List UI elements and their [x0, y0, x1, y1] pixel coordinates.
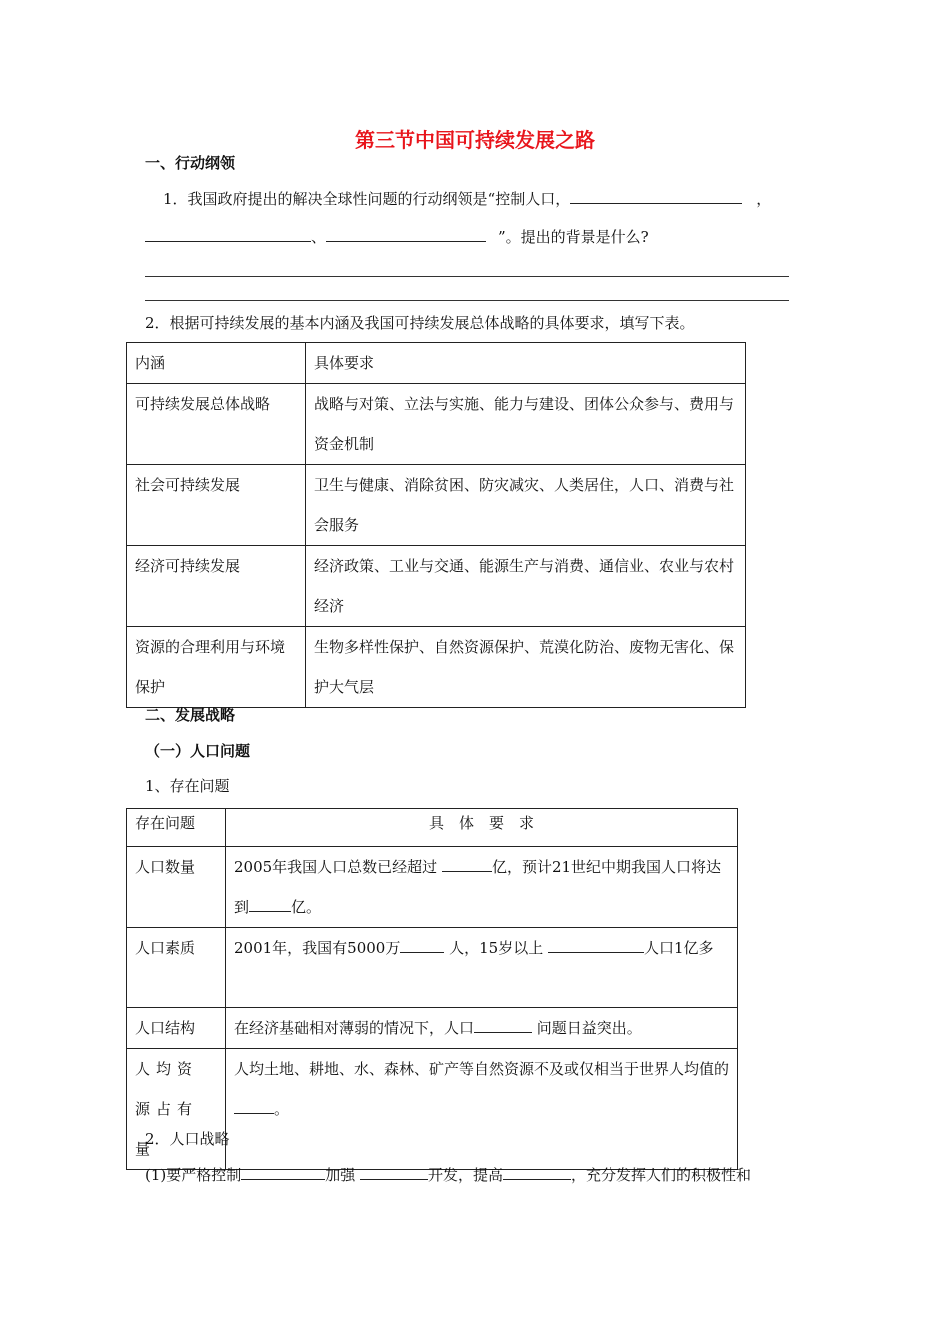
table-row — [127, 1008, 738, 1049]
table-row — [127, 384, 746, 465]
subsection-heading: （一）人口问题 — [145, 742, 251, 760]
table-cell-requirement — [226, 1008, 738, 1049]
table-row — [127, 627, 746, 708]
table-cell-connotation: 资源的合理利用与环境保护 — [127, 627, 306, 708]
population-problem-table — [126, 808, 738, 1170]
section-heading-1: 一、行动纲领 — [145, 154, 236, 172]
table-row — [127, 546, 746, 627]
table-row — [127, 1049, 738, 1170]
question-1-text: 1．我国政府提出的解决全球性问题的行动纲领是“控制人口， — [163, 190, 571, 208]
table-cell-requirement — [226, 928, 738, 1008]
cell-text: 人，15岁以上 — [444, 939, 548, 957]
table-cell-requirement: 经济政策、工业与交通、能源生产与消费、通信业、农业与农村经济 — [306, 546, 746, 627]
separator: 、 — [311, 228, 327, 246]
table-cell-requirement — [226, 1049, 738, 1170]
table-cell-problem: 人口数量 — [127, 847, 226, 928]
table-header-row — [127, 809, 738, 847]
cell-text: 2005年我国人口总数已经超过 — [234, 858, 442, 876]
line-text: (1)要严格控制 — [145, 1166, 242, 1184]
answer-blank[interactable] — [360, 1164, 428, 1180]
table-header-row — [127, 343, 746, 384]
line-text: 开发，提高 — [428, 1166, 504, 1184]
table-header-cell: 具 体 要 求 — [226, 809, 738, 847]
table-row — [127, 847, 738, 928]
table-cell-connotation: 经济可持续发展 — [127, 546, 306, 627]
answer-blank[interactable] — [234, 1098, 274, 1114]
cell-text: 亿。 — [291, 898, 322, 916]
table-header-cell: 具体要求 — [306, 343, 746, 384]
cell-text: 人口1亿多 — [643, 939, 714, 957]
table-cell-requirement: 卫生与健康、消除贫困、防灾减灾、人类居住，人口、消费与社会服务 — [306, 465, 746, 546]
question-1-line-2 — [145, 226, 649, 247]
item-2-line — [145, 1164, 751, 1185]
cell-text: 问题日益突出。 — [532, 1019, 642, 1037]
answer-blank[interactable] — [249, 896, 291, 912]
cell-text: 亿，预计21世纪中期我国人口将达到 — [234, 858, 722, 916]
table-cell-problem: 人口素质 — [127, 928, 226, 1008]
table-cell-requirement — [226, 847, 738, 928]
table-cell-connotation: 可持续发展总体战略 — [127, 384, 306, 465]
table-cell-problem: 人口结构 — [127, 1008, 226, 1049]
cell-text: 人均土地、耕地、水、森林、矿产等自然资源不及或仅相当于世界人均值的 — [234, 1060, 730, 1078]
question-2: 2．根据可持续发展的基本内涵及我国可持续发展总体战略的具体要求，填写下表。 — [145, 314, 695, 332]
item-1-heading: 1、存在问题 — [145, 777, 230, 795]
table-cell-problem: 人均资源占有量 — [127, 1049, 226, 1170]
cell-text: 在经济基础相对薄弱的情况下，人口 — [234, 1019, 475, 1037]
answer-line[interactable] — [145, 276, 789, 277]
table-cell-requirement: 生物多样性保护、自然资源保护、荒漠化防治、废物无害化、保护大气层 — [306, 627, 746, 708]
cell-text: 2001年，我国有5000万 — [234, 939, 401, 957]
answer-blank[interactable] — [145, 226, 311, 242]
answer-blank[interactable] — [326, 226, 486, 242]
question-1-line-1 — [163, 188, 771, 209]
answer-blank[interactable] — [474, 1017, 532, 1033]
connotation-table — [126, 342, 746, 708]
table-row — [127, 928, 738, 1008]
table-cell-connotation: 社会可持续发展 — [127, 465, 306, 546]
answer-line[interactable] — [145, 300, 789, 301]
answer-blank[interactable] — [570, 188, 742, 204]
question-1-comma: ， — [756, 190, 772, 208]
cell-text: 。 — [274, 1100, 290, 1118]
line-text: 加强 — [325, 1166, 361, 1184]
answer-blank[interactable] — [503, 1164, 571, 1180]
line-text: ，充分发挥人们的积极性和 — [571, 1166, 752, 1184]
answer-blank[interactable] — [400, 937, 444, 953]
table-row — [127, 465, 746, 546]
answer-blank[interactable] — [241, 1164, 325, 1180]
section-heading-2: 二、发展战略 — [145, 706, 236, 724]
question-1-end: ”。提出的背景是什么? — [498, 228, 649, 246]
item-2-heading: 2．人口战略 — [145, 1130, 230, 1148]
answer-blank[interactable] — [442, 856, 492, 872]
answer-blank[interactable] — [548, 937, 644, 953]
table-header-cell: 内涵 — [127, 343, 306, 384]
table-header-cell: 存在问题 — [127, 809, 226, 847]
table-cell-requirement: 战略与对策、立法与实施、能力与建设、团体公众参与、费用与资金机制 — [306, 384, 746, 465]
page-title: 第三节中国可持续发展之路 — [355, 128, 595, 152]
